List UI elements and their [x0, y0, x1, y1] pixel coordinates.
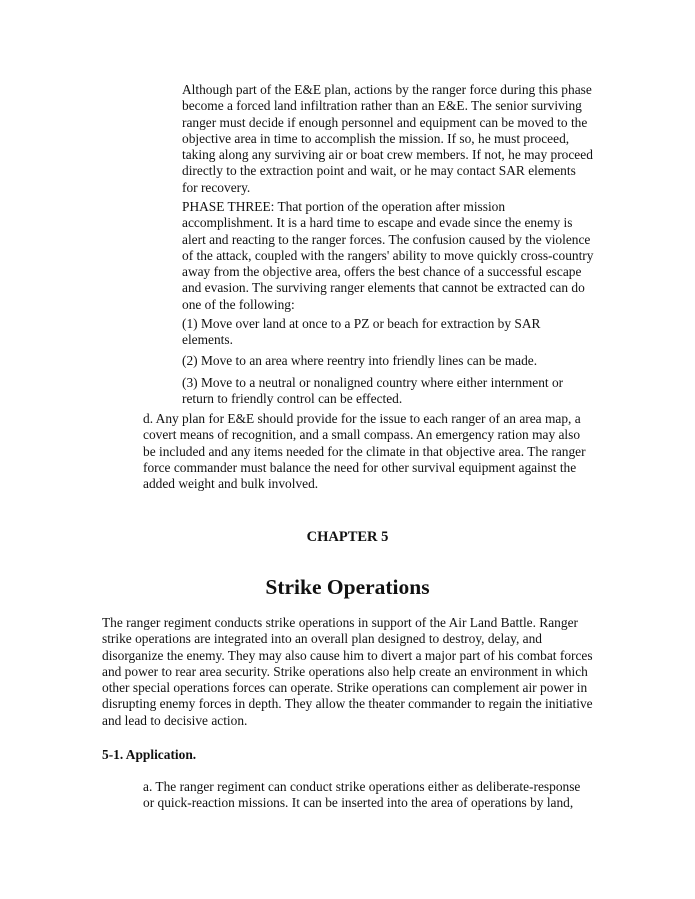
list-item-option-1: (1) Move over land at once to a PZ or beach for extraction by SAR elements. [182, 316, 541, 348]
list-item-option-3: (3) Move to a neutral or nonaligned country where either internment or return to friendly control can be effected. [182, 375, 564, 407]
paragraph-chapter-intro: The ranger regiment conducts strike operations in support of the Air Land Battle. Ranger strike operations are integrated into an overall plan designed to destroy, delay, and disorganize the enemy. They may also cause him to divert a major part of his combat forces and power to rear area security. Strike operations also help create an environment in which other special operations forces can operate. Strike operations can complement air power in disrupting enemy forces in depth. They allow the theater commander to regain the initiative and lead to decisive action. [102, 615, 593, 728]
paragraph-phase-three: PHASE THREE: That portion of the operation after mission accomplishment. It is a hard time to escape and evade since the enemy is alert and reacting to the ranger forces. The confusion caused by the violence of the attack, coupled with the rangers' ability to move quickly cross-country away from the objective area, offers the best chance of a successful escape and evasion. The surviving ranger elements that cannot be extracted can do one of the following: [182, 199, 594, 312]
chapter-title: Strike Operations [265, 575, 430, 599]
section-heading: 5-1. Application. [102, 747, 197, 762]
chapter-label: CHAPTER 5 [306, 529, 389, 545]
paragraph-a-application: a. The ranger regiment can conduct strike operations either as deliberate-response or quick-reaction missions. It can be inserted into the area of operations by land, [143, 779, 581, 811]
paragraph-forced-land-infiltration: Although part of the E&E plan, actions by the ranger force during this phase become a forced land infiltration rather than an E&E. The senior surviving ranger must decide if enough personnel and equipment can be moved to the objective area in time to accomplish the mission. If so, he must proceed, taking along any surviving air or boat crew members. If not, he may proceed directly to the extraction point and wait, or he may contact SAR elements for recovery. [182, 82, 593, 195]
paragraph-d-ee-plan: d. Any plan for E&E should provide for the issue to each ranger of an area map, a covert means of recognition, and a small compass. An emergency ration may also be included and any items needed for the climate in that objective area. The ranger force commander must balance the need for other survival equipment against the added weight and bulk involved. [143, 411, 586, 492]
list-item-option-2: (2) Move to an area where reentry into friendly lines can be made. [182, 353, 538, 368]
